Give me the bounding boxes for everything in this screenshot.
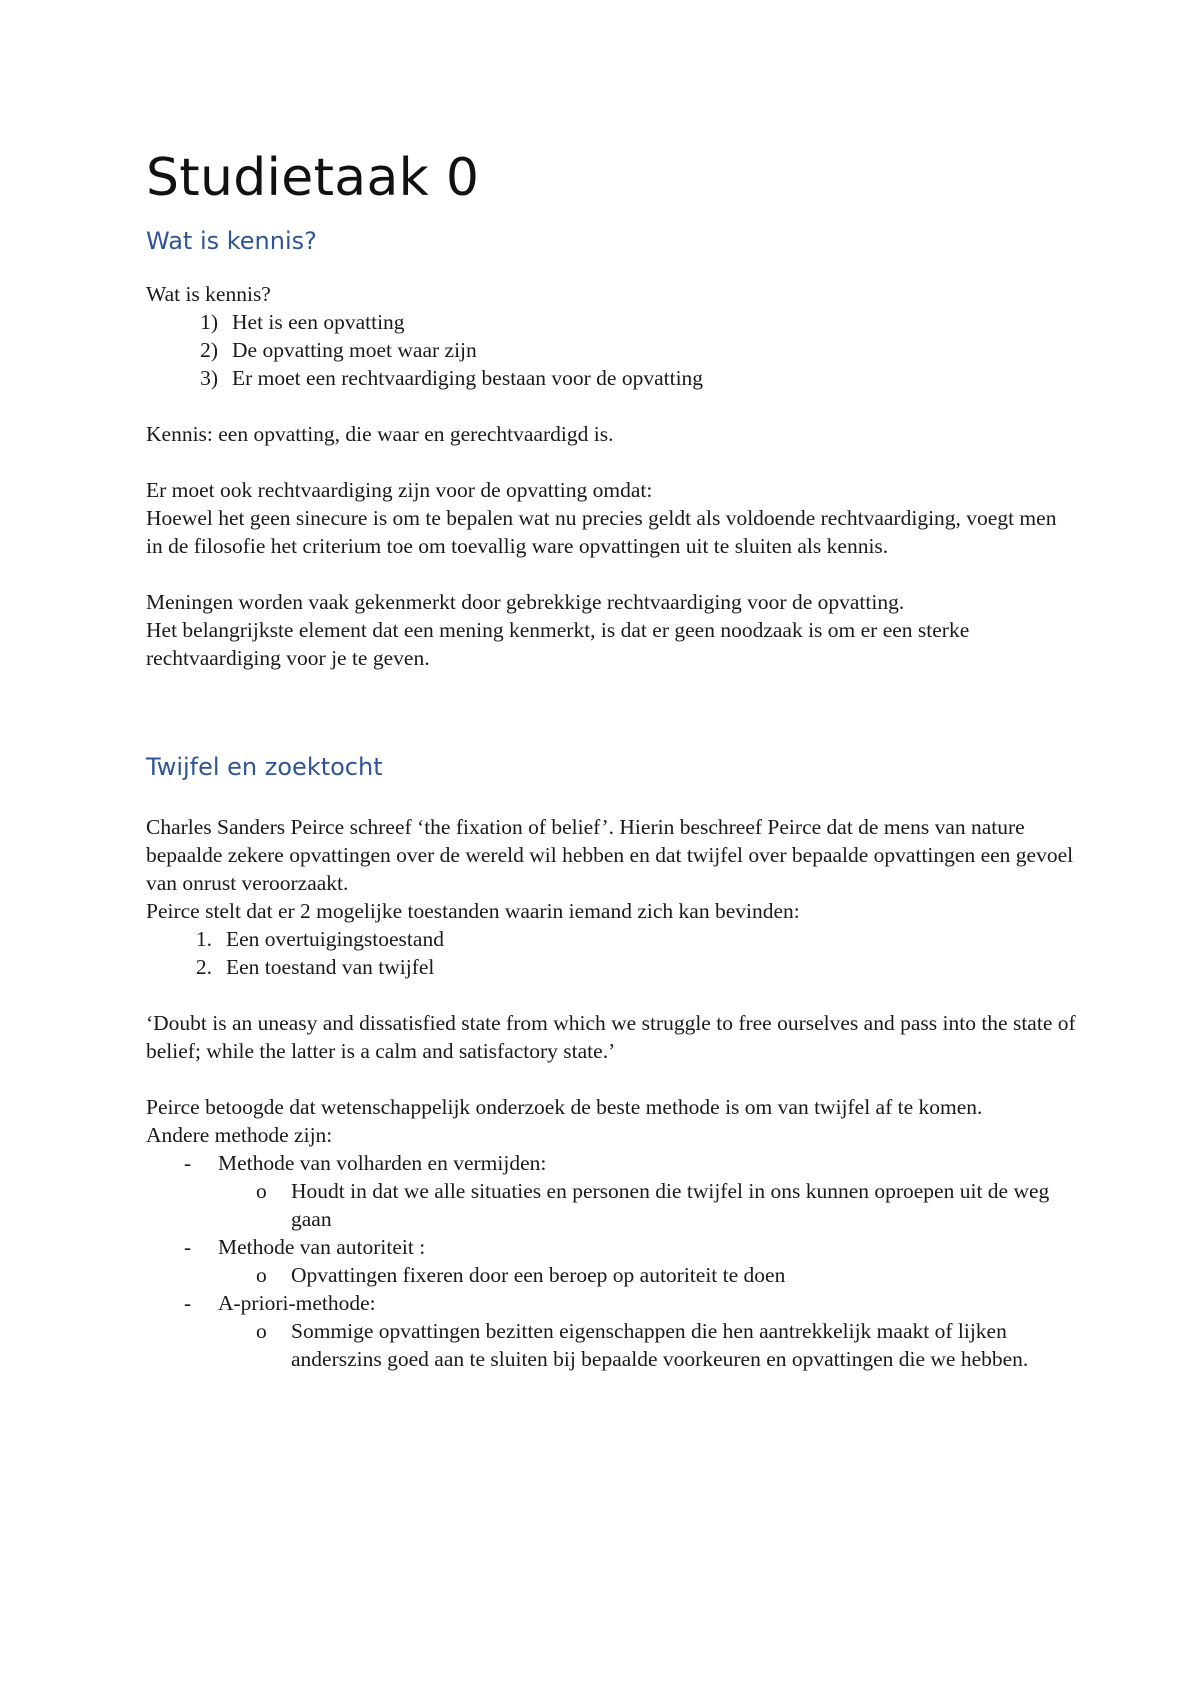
list-item xyxy=(146,1233,1076,1261)
list-item xyxy=(146,364,1076,392)
other-methods-intro: Andere methode zijn: xyxy=(146,1123,333,1147)
doubt-quote: ‘Doubt is an uneasy and dissatisfied state from which we struggle to free ourselves and pass into the state of belief; while the latter is a calm and satisfactory state.’ xyxy=(146,1011,1076,1063)
list-item xyxy=(146,953,1076,981)
list-marker: - xyxy=(184,1235,192,1259)
list-item xyxy=(146,308,1076,336)
sub-list-item-text: Houdt in dat we alle situaties en personen die twijfel in ons kunnen oproepen uit de weg gaan xyxy=(291,1179,1050,1231)
list-item-text: Er moet een rechtvaardiging bestaan voor de opvatting xyxy=(232,366,704,390)
states-intro: Peirce stelt dat er 2 mogelijke toestanden waarin iemand zich kan bevinden: xyxy=(146,899,800,923)
section-heading-wat-is-kennis: Wat is kennis? xyxy=(146,227,317,255)
list-item-text: Methode van autoriteit : xyxy=(218,1235,426,1259)
list-item-text: Het is een opvatting xyxy=(232,310,405,334)
criteria-list xyxy=(146,308,1076,392)
peirce-paragraph: Charles Sanders Peirce schreef ‘the fixation of belief’. Hierin beschreef Peirce dat de mens van nature bepaalde zekere opvattingen over de wereld wil hebben en dat twijfel over bepaalde opvattingen een gevoel van onrust veroorzaakt. xyxy=(146,815,1074,895)
list-item-text: Een toestand van twijfel xyxy=(226,955,435,979)
list-item-text: Methode van volharden en vermijden: xyxy=(218,1151,547,1175)
list-marker: 3) xyxy=(200,366,218,390)
list-item xyxy=(146,925,1076,953)
list-item-text: A-priori-methode: xyxy=(218,1291,376,1315)
method-paragraph: Peirce betoogde dat wetenschappelijk onderzoek de beste methode is om van twijfel af te komen. xyxy=(146,1095,983,1119)
reason-intro: Er moet ook rechtvaardiging zijn voor de opvatting omdat: xyxy=(146,478,653,502)
list-item xyxy=(146,1149,1076,1177)
states-list xyxy=(146,925,1076,981)
section-heading-twijfel-en-zoektocht: Twijfel en zoektocht xyxy=(146,753,383,781)
sub-list-item xyxy=(146,1261,1076,1289)
list-item-text: Een overtuigingstoestand xyxy=(226,927,444,951)
reason-paragraph: Hoewel het geen sinecure is om te bepalen wat nu precies geldt als voldoende rechtvaardiging, voegt men in de filosofie het criterium toe om toevallig ware opvattingen uit te sluiten als kennis. xyxy=(146,506,1057,558)
sub-list-item xyxy=(146,1317,1076,1373)
intro-question: Wat is kennis? xyxy=(146,282,271,306)
sub-list-marker: o xyxy=(256,1263,267,1287)
definition-paragraph: Kennis: een opvatting, die waar en gerechtvaardigd is. xyxy=(146,422,614,446)
opinion-line-2: Het belangrijkste element dat een mening kenmerkt, is dat er geen noodzaak is om er een sterke rechtvaardiging voor je te geven. xyxy=(146,618,970,670)
list-marker: 1) xyxy=(200,310,218,334)
sub-list-item-text: Opvattingen fixeren door een beroep op autoriteit te doen xyxy=(291,1263,786,1287)
sub-list-marker: o xyxy=(256,1319,267,1343)
list-marker: - xyxy=(184,1151,192,1175)
list-marker: 2. xyxy=(195,955,212,979)
page-title: Studietaak 0 xyxy=(146,148,480,208)
list-marker: 1. xyxy=(195,927,212,951)
list-item-text: De opvatting moet waar zijn xyxy=(232,338,477,362)
list-item xyxy=(146,1289,1076,1317)
sub-list-marker: o xyxy=(256,1179,267,1203)
list-marker: 2) xyxy=(200,338,218,362)
list-item xyxy=(146,336,1076,364)
section-wat-is-kennis-body xyxy=(146,280,1076,672)
sub-list-item-text: Sommige opvattingen bezitten eigenschappen die hen aantrekkelijk maakt of lijken anderszins goed aan te sluiten bij bepaalde voorkeuren en opvattingen die we hebben. xyxy=(291,1319,1029,1371)
list-marker: - xyxy=(184,1291,192,1315)
sub-list-item xyxy=(146,1177,1076,1233)
opinion-line-1: Meningen worden vaak gekenmerkt door gebrekkige rechtvaardiging voor de opvatting. xyxy=(146,590,905,614)
methods-list xyxy=(146,1149,1076,1373)
section-twijfel-body xyxy=(146,813,1076,1373)
